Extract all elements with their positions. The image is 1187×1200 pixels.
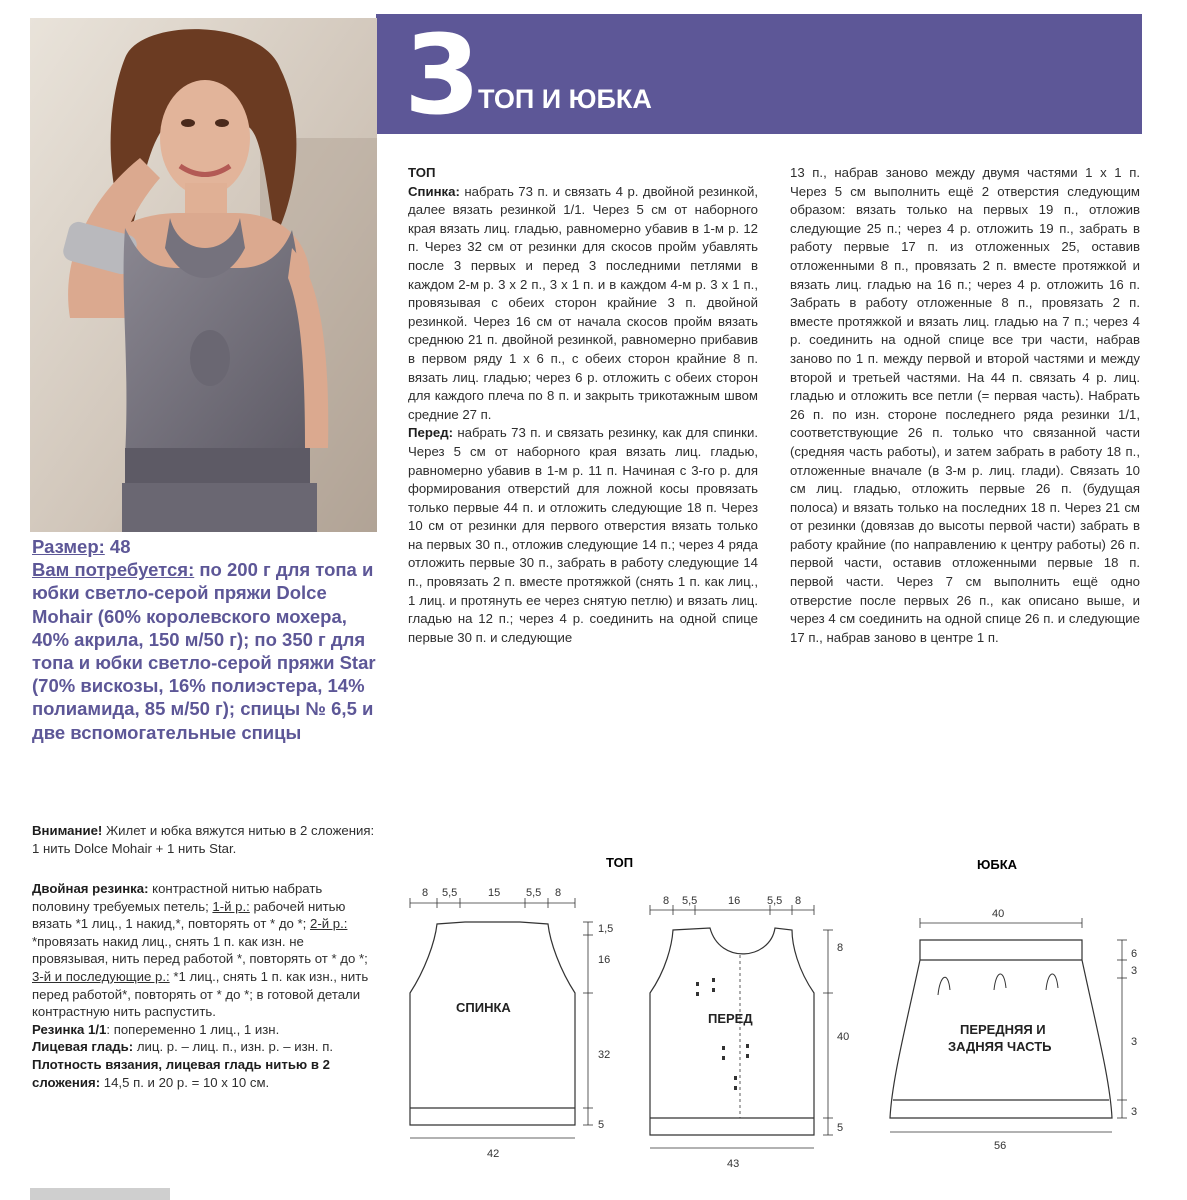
size-line [32,535,377,558]
rib11-paragraph [32,1021,377,1039]
back-dim-2: 15 [488,887,501,899]
front-dim-0: 8 [663,895,670,907]
double-rib-text-a: контрастной нитью набрать половину требуемых петель; [32,881,323,914]
front-dim-3: 5,5 [767,895,783,907]
gauge-paragraph [32,1056,377,1091]
woman-photo-icon [30,18,377,532]
model-photo [30,18,377,532]
back-bottom-dim: 42 [487,1148,500,1160]
front-rdim-1: 40 [837,1031,850,1043]
schematics-svg [400,850,1180,1180]
back-rdim-2: 32 [598,1049,611,1061]
double-rib-text-b: рабочей нитью вязать *1 лиц., 1 накид,*, повторять от * до *; [32,898,346,932]
gauge-label: Плотность вязания, лицевая гладь нитью в 2 сложения: [32,1056,330,1090]
row1-label: 1-й р.: [212,898,250,914]
back-dim-3: 5,5 [526,887,542,899]
materials-block [32,535,377,744]
skirt-bottom-dim: 56 [994,1140,1007,1152]
back-label-text: СПИНКА [456,1000,511,1015]
stockinette-text: лиц. р. – лиц. п., изн. р. – изн. п. [133,1039,334,1055]
front-dim-2: 16 [728,895,741,907]
rib11-text: : попеременно 1 лиц., 1 изн. [106,1021,280,1037]
front-diagram [650,905,833,1148]
double-rib-label: Двойная резинка: [32,881,149,896]
requirements-text: по 200 г для топа и юбки светло-серой пряжи Dolce Mohair (60% королевского мохера, 40% акрила, 150 м/50 г); по 350 г для топа и юбки светло-серой пряжи Star (70% вискозы, 16% полиэстера, 14% полиамида, 85 м/50 г); спицы № 6,5 и две вспомогательные спицы [32,559,376,743]
skirt-rdim-3: 3 [1131,1106,1138,1118]
page-footer-strip [30,1188,170,1200]
skirt-diagram-title: ЮБКА [977,857,1018,872]
stockinette-label: Лицевая гладь: [32,1039,134,1055]
double-rib-text-d: *1 лиц., снять 1 п. как изн., нить перед работой*, повторять от * до *; в готовой детали контрастную нить распустить. [32,968,369,1020]
instructions-column-2 [790,164,1140,647]
front-label-text: ПЕРЕД [708,1011,753,1026]
front-continued-paragraph: 13 п., набрав заново между двумя частями 1 х 1 п. Через 5 см выполнить ещё 2 отверстия следующим образом: вязать только на первых 19 п., отложив следующие 25 п.; через 4 р. отложить 19 п., забрать в работу первые 17 п. из отложенных 25, оставив отложенными 8 п., провязать 2 п. вместе протяжкой и вязать лиц. гладью на 16 п.; через 4 р. отложить 16 п. Забрать в работу отложенные 8 п., провязать 2 п. вместе протяжкой и вязать лиц. гладью на 7 п.; через 4 р. соединить на одной спице все три части, набрав заново по 1 п. между первой и второй частями и между второй и третьей частями. На 44 п. связать 4 р. лиц. гладью и отложить все петли (= первая часть). Набрать 26 п. по изн. стороне последнего ряда резинки 1/1, соответствующие 26 п. только что связанной части (средняя часть работы), и затем забрать в работу 18 п., отложенные вначале (в 3-м р. лиц. глади). Связать 10 см лиц. гладью, отложить первые 26 п. (будущая полоса) и вязать только на последних 18 п. Через 21 см от резинки (довязав до высоты первой части) забрать в работу крайние (по направлению к центру работы) 26 п. первой части, оставив отложенными первые 18 п. первой части. Через 7 см выполнить ещё одно отверстие после первых 26 п., как описано выше, и через 4 см соединить на одной спице 26 п. и следующие 17 п., набрав заново в центре 1 п. [790,165,1140,645]
front-rdim-0: 8 [837,942,844,954]
back-text: набрать 73 п. и связать 4 р. двойной резинкой, далее вязать резинкой 1/1. Через 5 см от наборного края вязать лиц. гладью, равномерно убавив в 1-м р. 12 п. Через 32 см от резинки для скосов пройм убавлять после 3 первых и перед 3 последними петлями в каждом 2-м р. 3 х 2 п., 3 х 1 п. и в каждом 4-м р. 3 х 1 п., провязывая с обеих сторон крайние 3 п. двойной резинкой. Через 16 см от начала скосов пройм вязать среднюю 21 п. двойной резинкой, равномерно прибавив в первом ряду 1 х 6 п., с обеих сторон крайние 8 п. вязать лиц. гладью; через 6 р. отложить с обеих сторон для каждого плеча по 8 п. и закрыть трикотажным швом средние 27 п. [408,183,758,422]
top-diagram-title: ТОП [606,855,634,870]
back-rdim-3: 5 [598,1119,605,1131]
back-dim-0: 8 [422,887,429,899]
skirt-label-line1: ПЕРЕДНЯЯ И [960,1022,1046,1037]
skirt-rdim-1: 3 [1131,965,1138,977]
front-dim-1: 5,5 [682,895,698,907]
front-paragraph [408,424,758,647]
double-rib-text-c: *провязать накид лиц., снять 1 п. как изн. не провязывая, нить перед работой *, повторять от * до *; [32,933,368,967]
requirements-label: Вам потребуется: [32,559,195,581]
size-label: Размер: [32,536,105,557]
section-heading-top: ТОП [408,165,436,180]
row2-label: 2-й р.: [310,916,348,932]
skirt-rdim-0: 6 [1131,948,1138,960]
rib11-label: Резинка 1/1 [32,1021,107,1037]
back-dim-1: 5,5 [442,887,458,899]
gauge-text: 14,5 п. и 20 р. = 10 х 10 см. [100,1074,270,1090]
back-paragraph [408,183,758,425]
pattern-number: 3 [404,11,477,139]
schematics [400,850,1180,1180]
front-braid-holes [696,978,749,1090]
attention-label: Внимание! [32,823,103,838]
instructions-column-1 [408,164,758,647]
back-rdim-0: 1,5 [598,923,614,935]
stockinette-paragraph [32,1038,377,1056]
front-bottom-dim: 43 [727,1158,740,1170]
back-diagram [410,898,593,1138]
size-value: 48 [104,536,131,557]
requirements-line [32,558,377,744]
attention-text: Жилет и юбка вяжутся нитью в 2 сложения: 1 нить Dolce Mohair + 1 нить Star. [32,823,375,856]
front-dim-4: 8 [795,895,802,907]
header-band [376,11,1142,139]
pattern-title: ТОП И ЮБКА [478,84,652,114]
front-label: Перед: [408,425,453,441]
techniques-block [32,880,377,1091]
back-rdim-1: 16 [598,954,611,966]
skirt-label-line2: ЗАДНЯЯ ЧАСТЬ [948,1039,1052,1054]
row3-label: 3-й и последующие р.: [32,968,170,984]
attention-note [32,822,377,857]
front-text: набрать 73 п. и связать резинку, как для спинки. Через 5 см от наборного края вязать лиц. гладью, равномерно убавив в 1-м р. 11 п. Начиная с 3-го р. для формирования отверстий для ложной косы провязать только первые 44 п. и отложить следующие 18 п. Через 10 см от резинки для первого отверстия вязать только на первых 30 п., отложив следующие 14 п.; через 4 ряда отложить первые 30 п., забрать в работу следующие 14 п., провязать 2 п. вместе протяжкой (снять 1 п. как лиц., 1 лиц. и протянуть ее через снятую петлю) и вязать лиц. гладью на 12 п.; через 4 р. соединить на одной спице первые 30 п. и следующие [408,425,758,645]
double-rib-paragraph [32,880,377,1021]
back-dim-4: 8 [555,887,562,899]
front-rdim-2: 5 [837,1122,844,1134]
skirt-rdim-2: 3 [1131,1036,1138,1048]
skirt-top-dim: 40 [992,908,1005,920]
back-label: Спинка: [408,183,460,199]
